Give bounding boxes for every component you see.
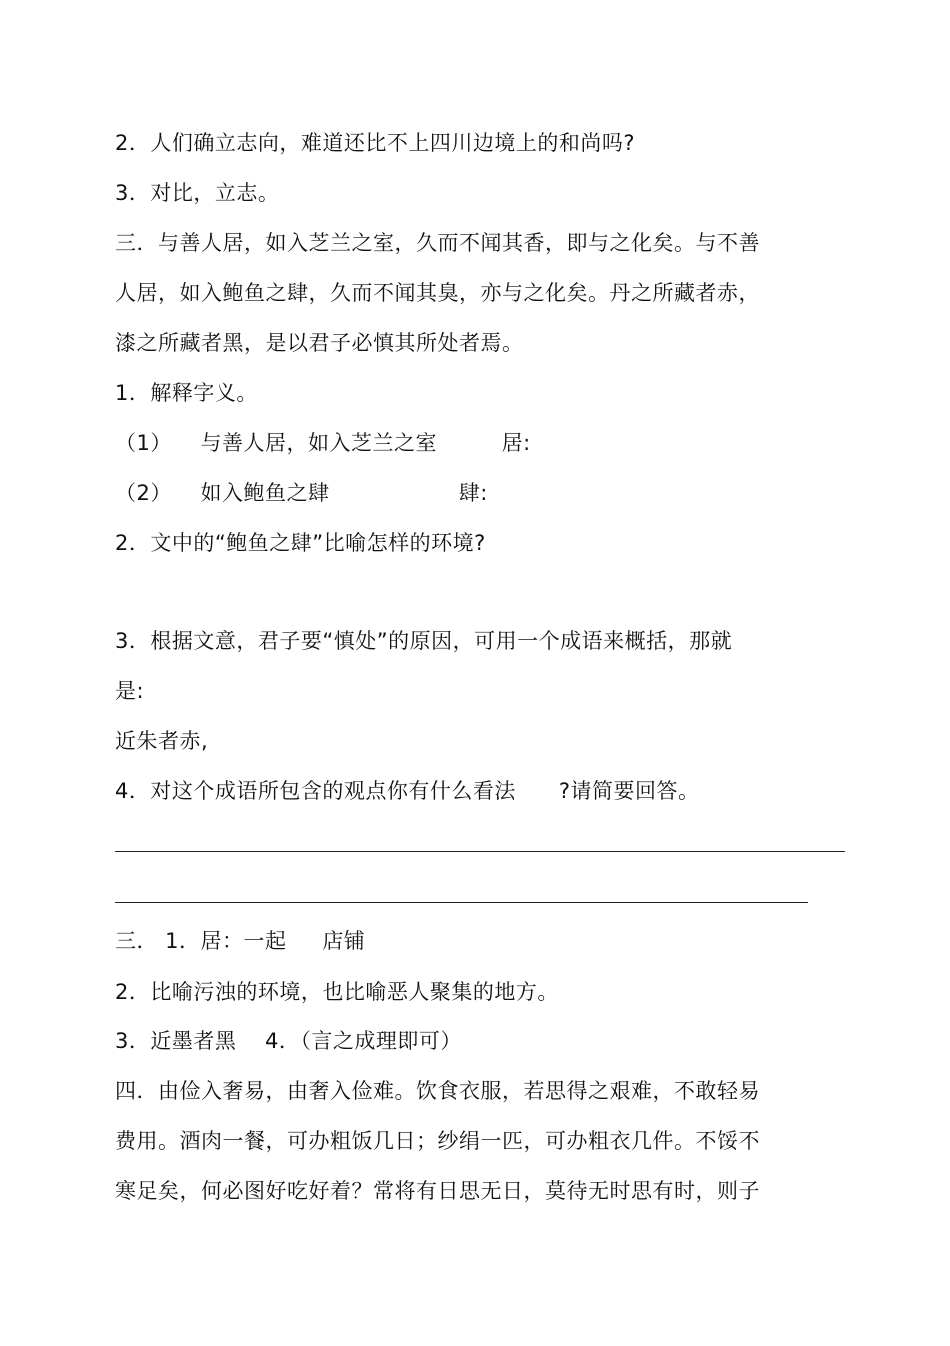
text-line: （1） 与善人居，如入芝兰之室 居:	[115, 431, 531, 455]
text-line: 漆之所藏者黑，是以君子必慎其所处者焉。	[115, 331, 524, 355]
text-line: 人居，如入鲍鱼之肆，久而不闻其臭，亦与之化矣。丹之所藏者赤，	[115, 281, 760, 305]
text-line: 3．对比，立志。	[115, 181, 280, 205]
text-line: 2．比喻污浊的环境，也比喻恶人聚集的地方。	[115, 980, 559, 1004]
text-line: 2．文中的“鲍鱼之肆”比喻怎样的环境?	[115, 531, 486, 555]
text-line: （2） 如入鲍鱼之肆 肆:	[115, 481, 488, 505]
answer-line	[115, 851, 845, 852]
text-line: 3．近墨者黑 4．（言之成理即可）	[115, 1029, 462, 1053]
text-line: 近朱者赤,	[115, 729, 209, 753]
answer-line	[115, 902, 808, 903]
text-line: 费用。酒肉一餐，可办粗饭几日；纱绢一匹，可办粗衣几件。不馁不	[115, 1129, 760, 1153]
text-line: 寒足矣，何必图好吃好着？常将有日思无日，莫待无时思有时，则子	[115, 1179, 760, 1203]
text-line: 三． 1．居：一起 店铺	[115, 929, 366, 953]
text-line: 四．由俭入奢易，由奢入俭难。饮食衣服，若思得之艰难，不敢轻易	[115, 1079, 760, 1103]
text-line: 1．解释字义。	[115, 381, 258, 405]
text-line: 是:	[115, 679, 145, 703]
text-line: 三．与善人居，如入芝兰之室，久而不闻其香，即与之化矣。与不善	[115, 231, 760, 255]
text-line: 3．根据文意，君子要“慎处”的原因，可用一个成语来概括，那就	[115, 629, 733, 653]
text-line: 4．对这个成语所包含的观点你有什么看法 ?请简要回答。	[115, 779, 700, 803]
text-line: 2．人们确立志向，难道还比不上四川边境上的和尚吗?	[115, 131, 636, 155]
